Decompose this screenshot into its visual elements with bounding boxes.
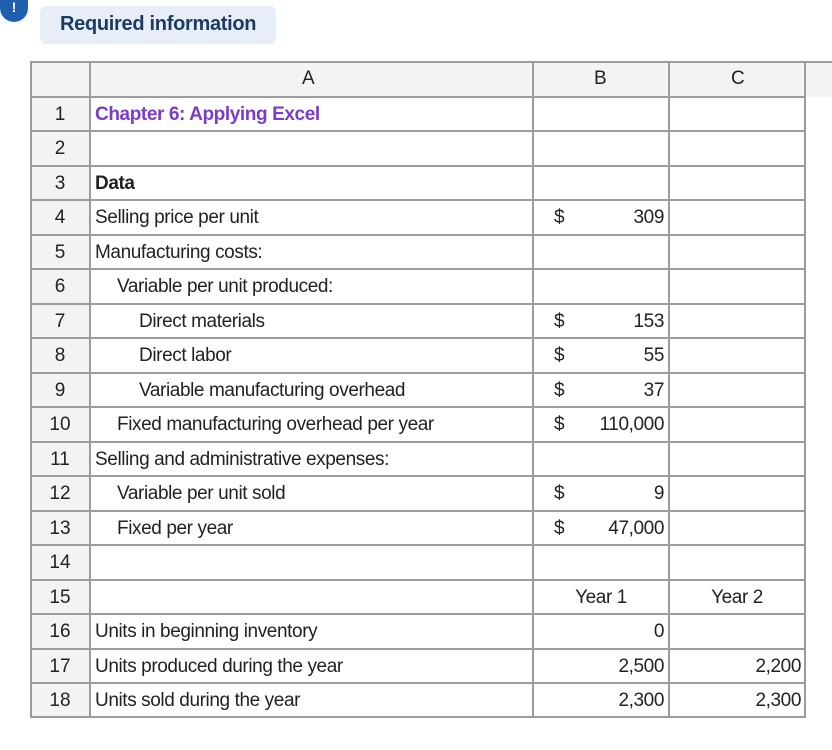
cell-b-currency-symbol[interactable]: $ <box>554 311 565 332</box>
row-number[interactable]: 15 <box>49 587 71 608</box>
grid-line-horizontal <box>30 372 806 374</box>
row-number[interactable]: 3 <box>54 173 66 194</box>
row-number[interactable]: 16 <box>49 621 71 642</box>
cell-a[interactable]: Data <box>95 173 135 194</box>
row-number[interactable]: 13 <box>49 518 71 539</box>
grid-line-horizontal <box>30 61 832 63</box>
grid-line-horizontal <box>30 337 806 339</box>
cell-a[interactable]: Fixed manufacturing overhead per year <box>117 414 434 435</box>
row-number[interactable]: 2 <box>54 138 66 159</box>
cell-b-header[interactable]: Year 1 <box>575 587 627 608</box>
cell-a[interactable]: Units in beginning inventory <box>95 621 318 642</box>
cell-b[interactable]: 47,000 <box>608 518 664 539</box>
row-number[interactable]: 9 <box>54 380 66 401</box>
grid-line-horizontal <box>30 406 806 408</box>
grid-line-horizontal <box>30 165 806 167</box>
grid-line-horizontal <box>30 441 806 443</box>
cell-b[interactable]: 0 <box>653 621 664 642</box>
cell-c[interactable]: 2,200 <box>755 656 801 677</box>
cell-a[interactable]: Variable manufacturing overhead <box>139 380 406 401</box>
row-number[interactable]: 5 <box>54 242 66 263</box>
grid-line-horizontal <box>30 303 806 305</box>
grid-line-vertical <box>804 61 806 718</box>
cell-c-header[interactable]: Year 2 <box>711 587 763 608</box>
grid-line-horizontal <box>30 544 806 546</box>
grid-line-horizontal <box>30 716 806 718</box>
grid-line-horizontal <box>30 130 806 132</box>
row-number[interactable]: 10 <box>49 414 71 435</box>
cell-b-currency-symbol[interactable]: $ <box>554 518 565 539</box>
grid-line-horizontal <box>30 648 806 650</box>
cell-a[interactable]: Selling and administrative expenses: <box>95 449 389 470</box>
cell-a[interactable]: Variable per unit produced: <box>117 276 333 297</box>
grid-line-horizontal <box>30 199 806 201</box>
cell-b[interactable]: 37 <box>643 380 664 401</box>
cell-b[interactable]: 55 <box>643 345 664 366</box>
grid-line-vertical <box>668 61 670 718</box>
row-number[interactable]: 8 <box>54 345 66 366</box>
row-number[interactable]: 12 <box>49 483 71 504</box>
row-number[interactable]: 18 <box>49 690 71 711</box>
cell-b[interactable]: 110,000 <box>599 414 664 435</box>
cell-b-currency-symbol[interactable]: $ <box>554 345 565 366</box>
cell-b-currency-symbol[interactable]: $ <box>554 380 565 401</box>
cell-b[interactable]: 2,500 <box>618 656 664 677</box>
row-number[interactable]: 1 <box>54 104 66 125</box>
column-header-c[interactable]: C <box>731 68 745 89</box>
cell-a[interactable]: Fixed per year <box>117 518 233 539</box>
grid-line-horizontal <box>30 268 806 270</box>
grid-line-horizontal <box>30 613 806 615</box>
cell-a[interactable]: Units sold during the year <box>95 690 301 711</box>
grid-line-horizontal <box>30 234 806 236</box>
cell-a[interactable]: Variable per unit sold <box>117 483 286 504</box>
row-number[interactable]: 11 <box>50 449 70 470</box>
column-header-bar <box>30 61 832 97</box>
cell-c[interactable]: 2,300 <box>755 690 801 711</box>
cell-b[interactable]: 309 <box>633 207 664 228</box>
cell-b[interactable]: 9 <box>653 483 664 504</box>
row-number[interactable]: 7 <box>54 311 66 332</box>
alert-icon: ! <box>0 0 28 22</box>
row-number[interactable]: 6 <box>54 276 66 297</box>
column-header-b[interactable]: B <box>594 68 607 89</box>
column-header-a[interactable]: A <box>302 68 315 89</box>
grid-line-vertical <box>89 61 91 718</box>
grid-line-horizontal <box>30 475 806 477</box>
grid-line-horizontal <box>30 579 806 581</box>
grid-line-horizontal <box>30 96 806 98</box>
row-number[interactable]: 4 <box>54 207 66 228</box>
grid-line-horizontal <box>30 510 806 512</box>
cell-b[interactable]: 2,300 <box>618 690 664 711</box>
cell-a[interactable]: Chapter 6: Applying Excel <box>95 104 320 125</box>
cell-a[interactable]: Direct materials <box>139 311 265 332</box>
cell-b[interactable]: 153 <box>633 311 664 332</box>
row-number[interactable]: 14 <box>49 552 71 573</box>
cell-b-currency-symbol[interactable]: $ <box>554 207 565 228</box>
grid-line-horizontal <box>30 682 806 684</box>
row-number[interactable]: 17 <box>49 656 71 677</box>
required-information-title: Required information <box>60 13 257 35</box>
cell-b-currency-symbol[interactable]: $ <box>554 414 565 435</box>
cell-a[interactable]: Units produced during the year <box>95 656 343 677</box>
cell-a[interactable]: Selling price per unit <box>95 207 259 228</box>
cell-b-currency-symbol[interactable]: $ <box>554 483 565 504</box>
cell-a[interactable]: Manufacturing costs: <box>95 242 263 263</box>
cell-a[interactable]: Direct labor <box>139 345 232 366</box>
